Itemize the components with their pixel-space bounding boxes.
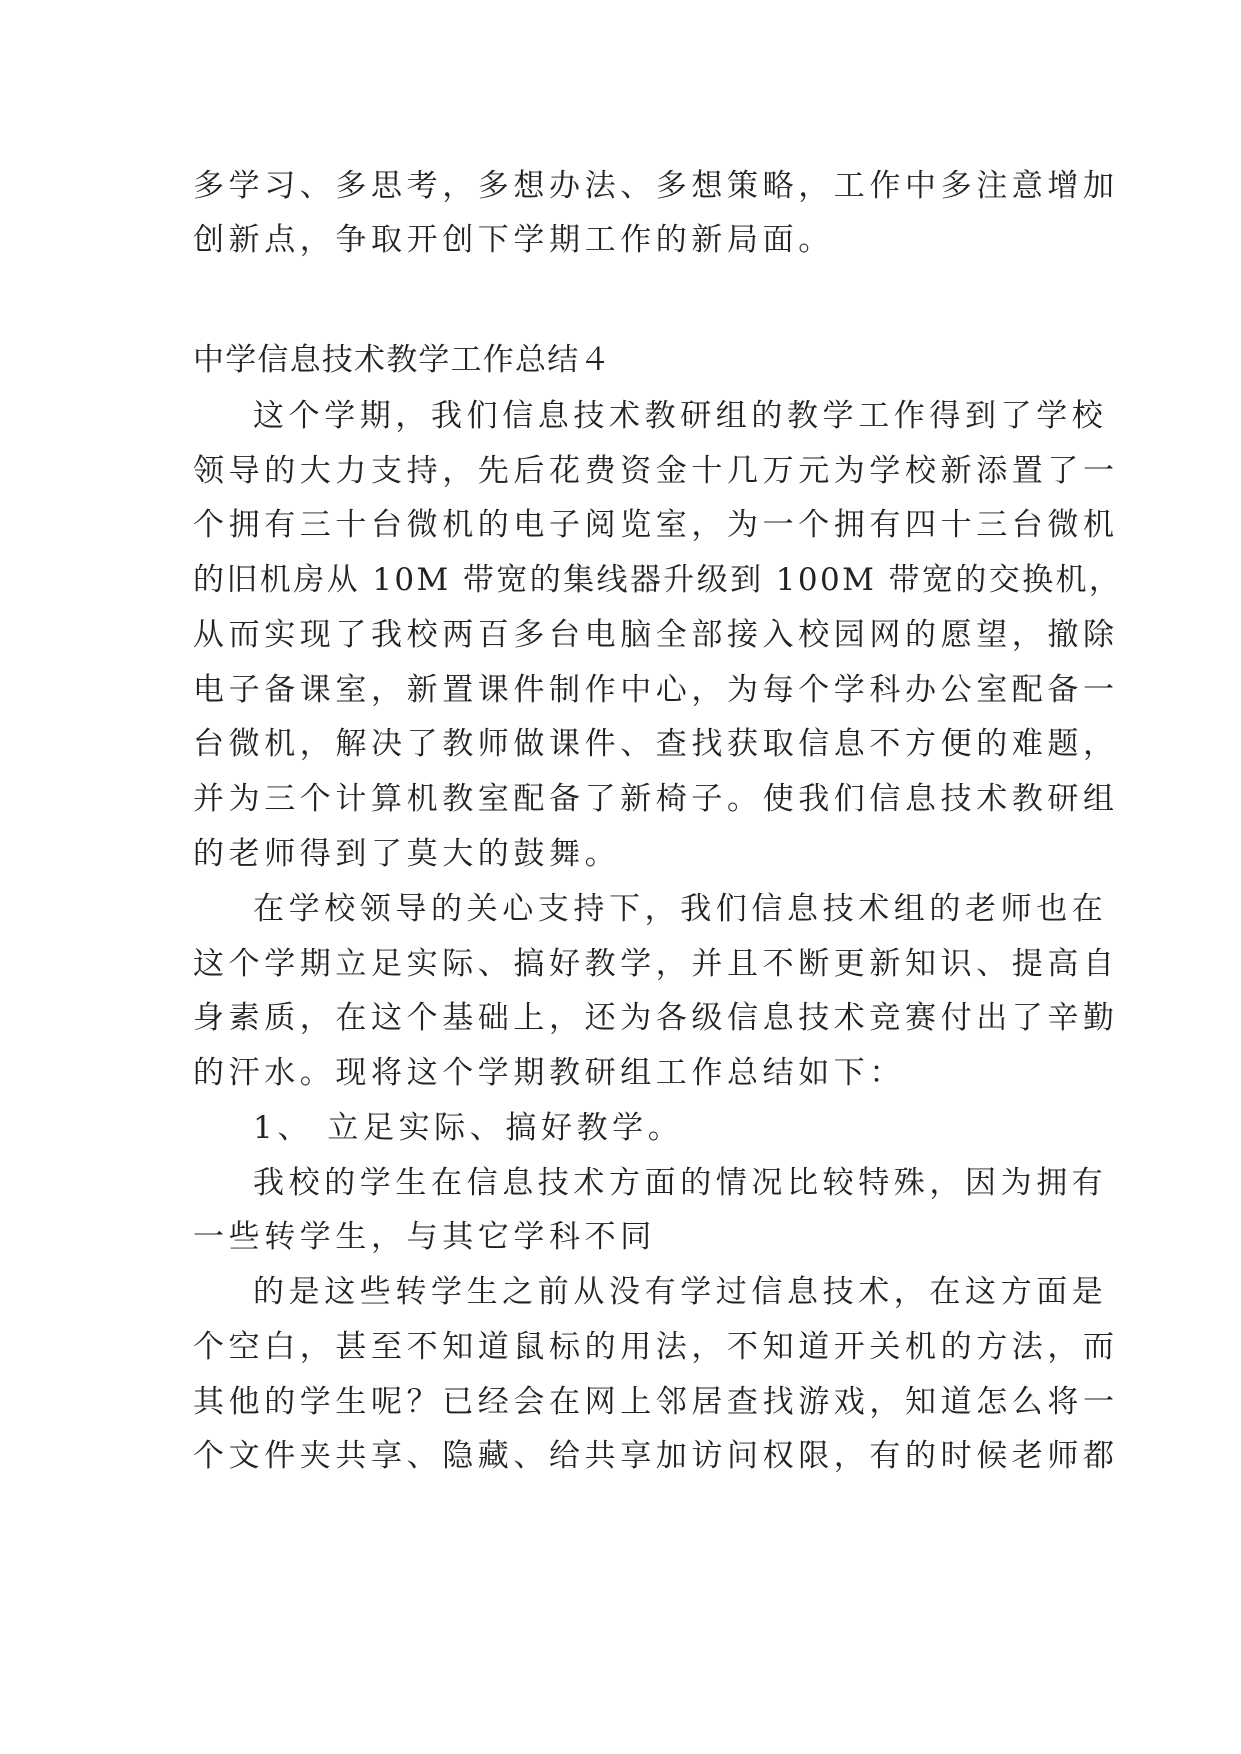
paragraph-line-4: 领导的大力支持，先后花费资金十几万元为学校新添置了一	[193, 453, 1119, 489]
paragraph-line-1: 多学习、多思考，多想办法、多想策略，工作中多注意增加	[193, 168, 1119, 204]
paragraph-line-14: 身素质，在这个基础上，还为各级信息技术竞赛付出了辛勤	[193, 1000, 1119, 1036]
section-heading: 中学信息技术教学工作总结４	[193, 342, 612, 378]
paragraph-line-21: 个文件夹共享、隐藏、给共享加访问权限，有的时候老师都	[193, 1438, 1119, 1474]
paragraph-line-9: 台微机，解决了教师做课件、查找获取信息不方便的难题，	[193, 726, 1119, 762]
paragraph-line-8: 电子备课室，新置课件制作中心，为每个学科办公室配备一	[193, 672, 1119, 708]
paragraph-line-13: 这个学期立足实际、搞好教学，并且不断更新知识、提高自	[193, 946, 1119, 982]
paragraph-line-16: 我校的学生在信息技术方面的情况比较特殊，因为拥有	[253, 1165, 1108, 1201]
paragraph-line-17: 一些转学生，与其它学科不同	[193, 1219, 656, 1255]
paragraph-line-20: 其他的学生呢？已经会在网上邻居查找游戏，知道怎么将一	[193, 1384, 1119, 1420]
list-item-1: 1、 立足实际、搞好教学。	[253, 1110, 684, 1146]
paragraph-line-3: 这个学期，我们信息技术教研组的教学工作得到了学校	[253, 398, 1108, 434]
paragraph-line-11: 的老师得到了莫大的鼓舞。	[193, 836, 621, 872]
paragraph-line-2: 创新点，争取开创下学期工作的新局面。	[193, 222, 834, 258]
paragraph-line-18: 的是这些转学生之前从没有学过信息技术，在这方面是	[253, 1274, 1108, 1310]
paragraph-line-5: 个拥有三十台微机的电子阅览室，为一个拥有四十三台微机	[193, 507, 1119, 543]
paragraph-line-19: 个空白，甚至不知道鼠标的用法，不知道开关机的方法，而	[193, 1329, 1119, 1365]
paragraph-line-7: 从而实现了我校两百多台电脑全部接入校园网的愿望，撤除	[193, 617, 1119, 653]
paragraph-line-12: 在学校领导的关心支持下，我们信息技术组的老师也在	[253, 891, 1108, 927]
paragraph-line-15: 的汗水。现将这个学期教研组工作总结如下：	[193, 1055, 905, 1091]
paragraph-line-6: 的旧机房从 10M 带宽的集线器升级到 100M 带宽的交换机，	[193, 562, 1123, 598]
paragraph-line-10: 并为三个计算机教室配备了新椅子。使我们信息技术教研组	[193, 781, 1119, 817]
